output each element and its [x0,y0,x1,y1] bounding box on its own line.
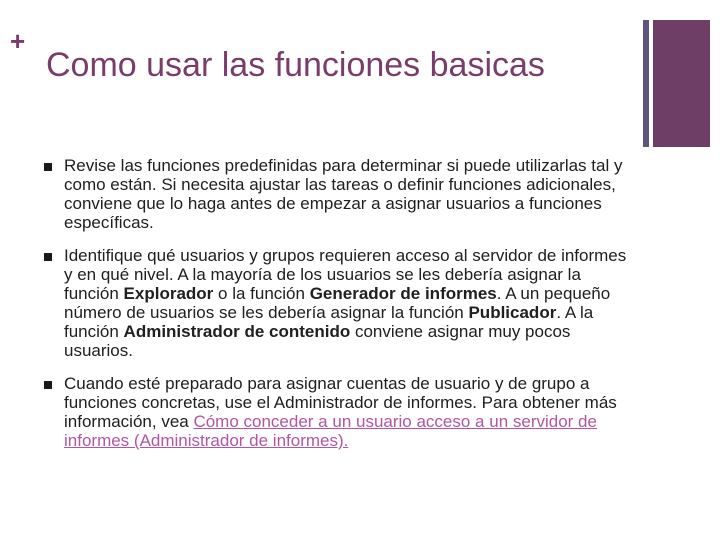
bullet-2-text-part2: o la función [213,284,310,303]
bullet-2-bold-explorador: Explorador [123,284,214,303]
bullet-item-1 [44,156,634,232]
bullet-2-bold-generador: Generador de informes [309,284,497,303]
bullet-list [44,156,634,464]
bullet-square-icon [44,381,52,389]
decorative-bar-thick [653,20,710,147]
bullet-square-icon [44,253,52,261]
plus-icon: + [10,26,26,56]
bullet-2-text-part4: . A la función [64,303,594,341]
bullet-1-text: Revise las funciones predefinidas para determinar si puede utilizarlas tal y como están. Si necesita ajustar las tareas o definir funciones adicionales, conviene que lo haga antes de empezar a asignar usuarios a funciones específicas. [64,156,623,232]
bullet-item-2 [44,246,634,360]
bullet-3-text: Cuando esté preparado para asignar cuentas de usuario y de grupo a funciones concretas, use el Administrador de informes. Para obtener más información, vea [64,374,617,431]
bullet-2-text-part5: conviene asignar muy pocos usuarios. [64,322,571,360]
bullet-item-3 [44,374,634,450]
help-link-conceder-acceso[interactable]: Cómo conceder a un usuario acceso a un servidor de informes (Administrador de informes). [64,412,597,450]
bullet-2-bold-administrador: Administrador de contenido [123,322,351,341]
bullet-2-text-part1: Identifique qué usuarios y grupos requieren acceso al servidor de informes y en qué nivel. A la mayoría de los usuarios se les debería asignar la función [64,246,627,303]
bullet-square-icon [44,163,52,171]
slide-title: Como usar las funciones basicas [46,46,545,84]
decorative-bar-thin [643,20,649,147]
bullet-2-bold-publicador: Publicador [468,303,557,322]
bullet-2-text-part3: . A un pequeño número de usuarios se les debería asignar la función [64,284,611,322]
